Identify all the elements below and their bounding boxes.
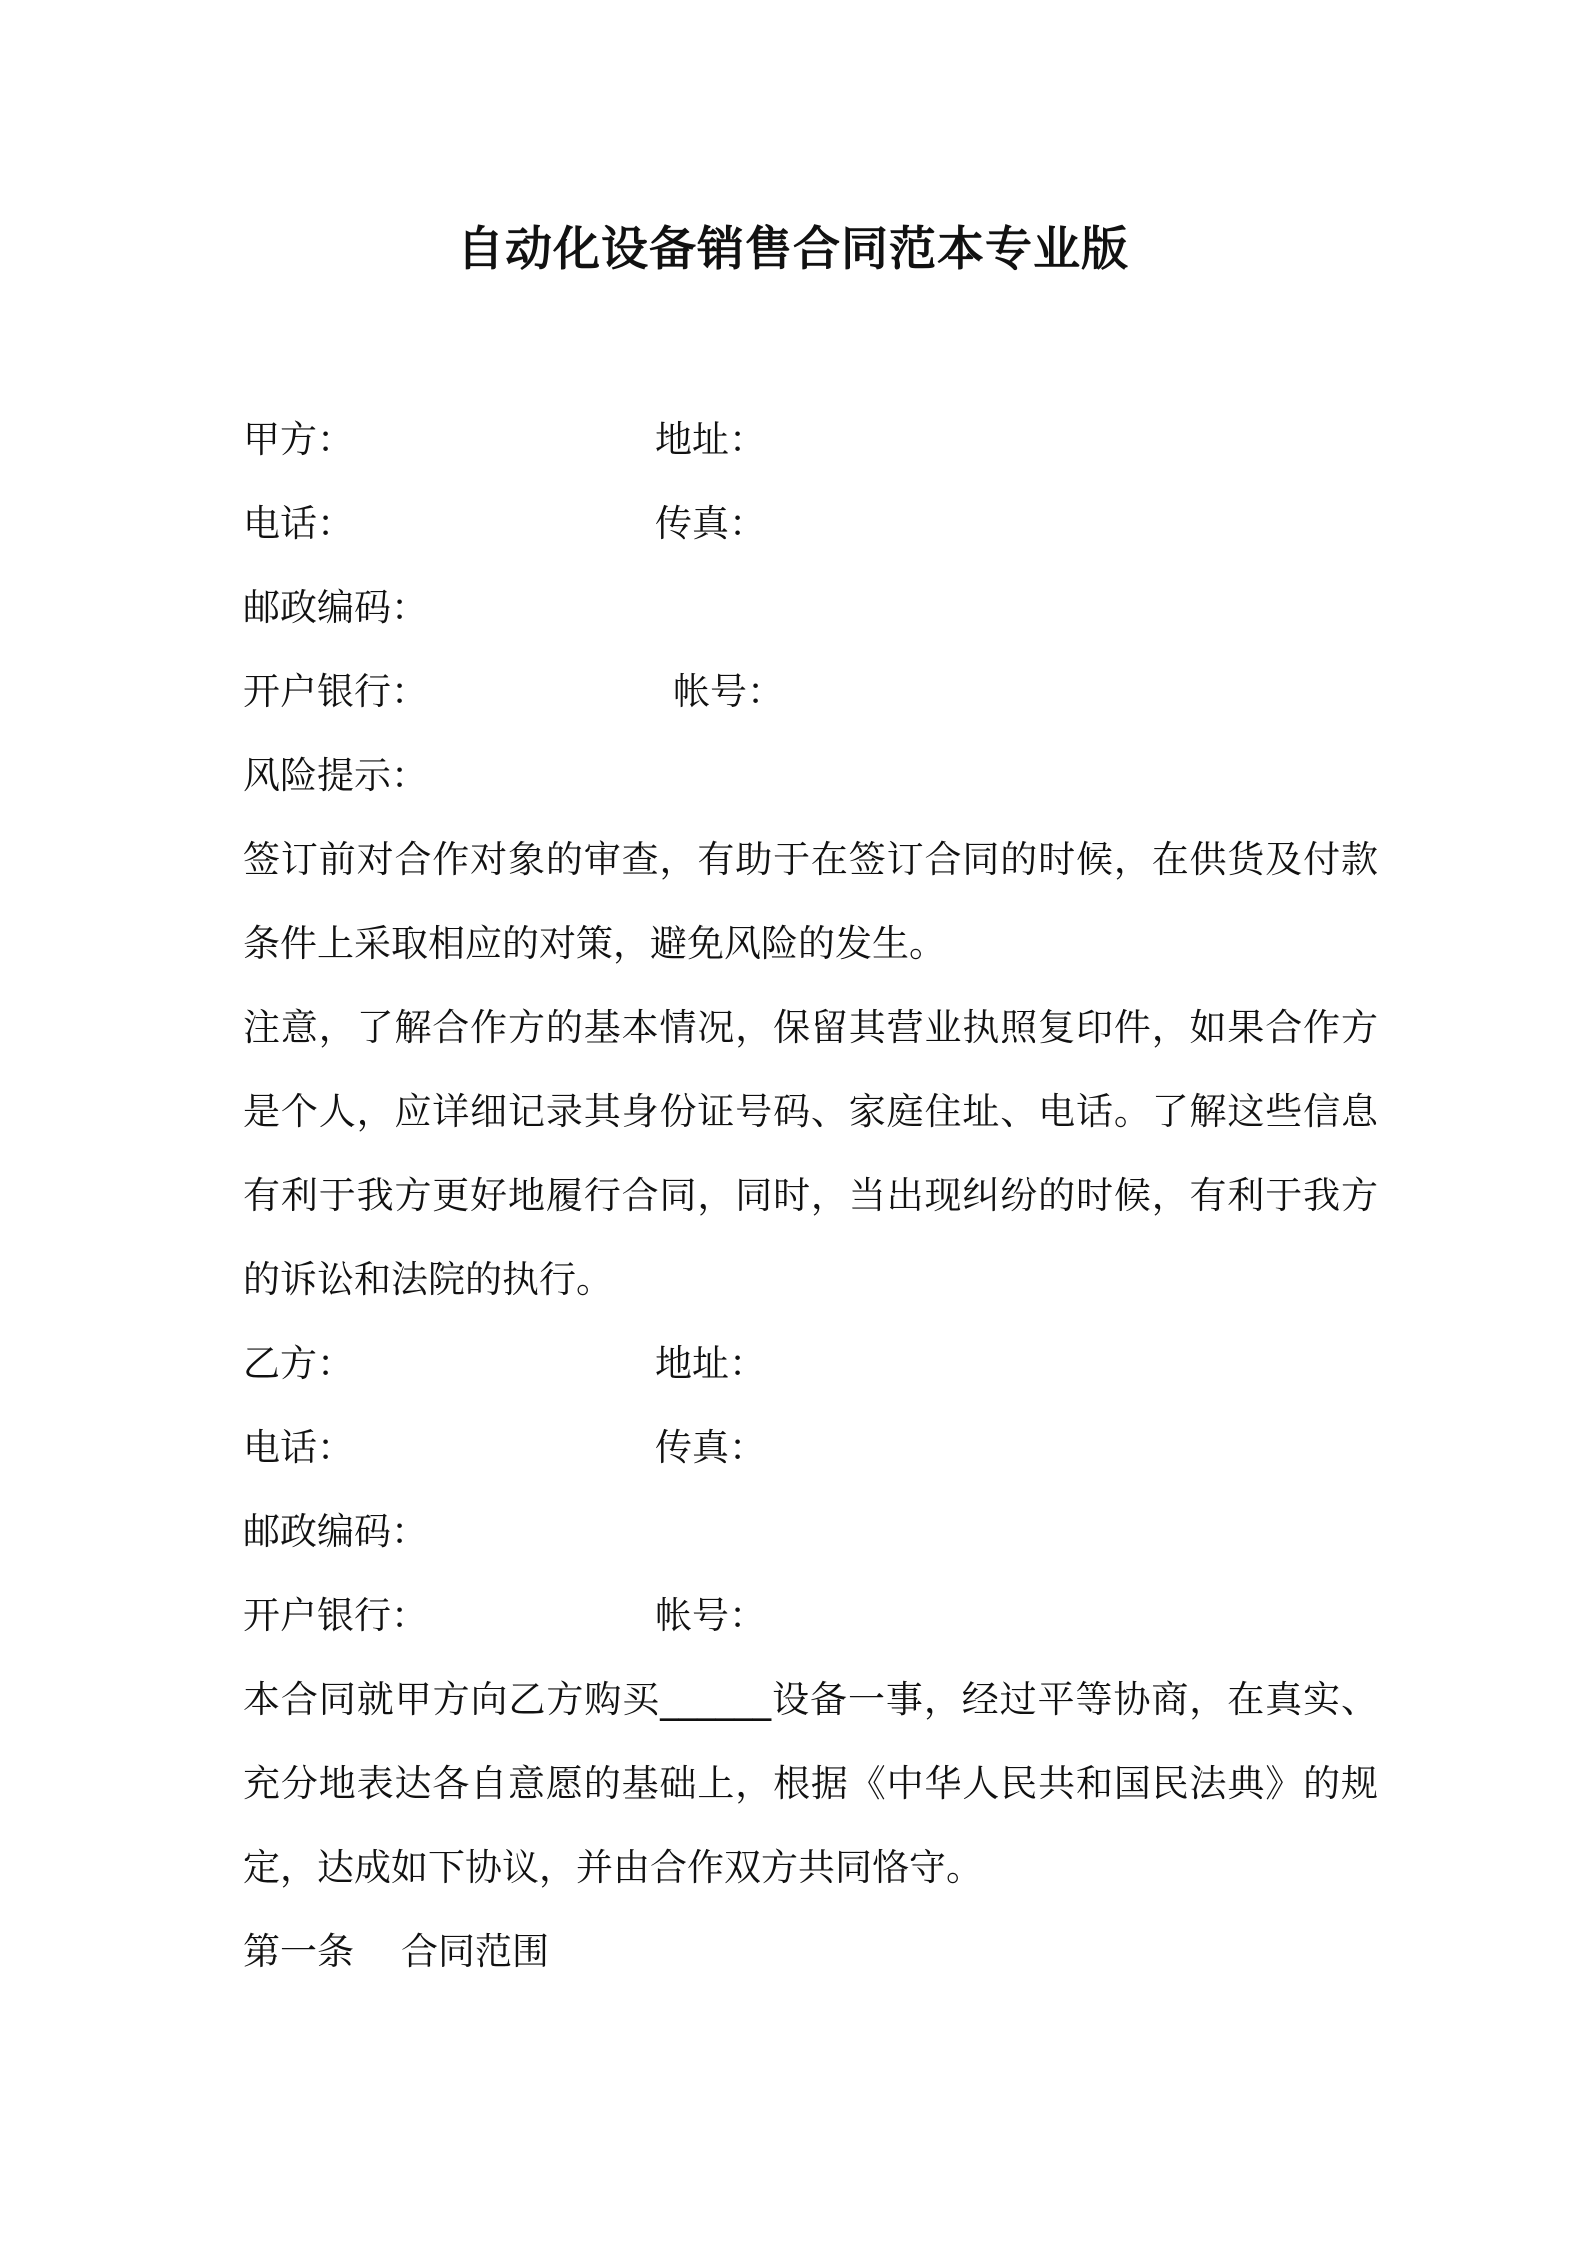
risk-heading-text: 风险提示： [243, 754, 428, 797]
party-a-account-label: 帐号： [673, 670, 784, 713]
document-body [243, 398, 1378, 1994]
party-b-phone-row [243, 1406, 1378, 1490]
party-b-postcode-label: 邮政编码： [243, 1510, 428, 1553]
party-b-label: 乙方： [243, 1342, 354, 1385]
party-a-postcode-row [243, 566, 1378, 650]
party-a-phone-label: 电话： [243, 502, 354, 545]
document-title: 自动化设备销售合同范本专业版 [457, 222, 1129, 277]
party-b-postcode-row [243, 1490, 1378, 1574]
risk-paragraph-1: 签订前对合作对象的审查，有助于在签订合同的时候，在供货及付款条件上采取相应的对策，避免风险的发生。 [243, 838, 1378, 965]
risk-paragraph-2: 注意，了解合作方的基本情况，保留其营业执照复印件，如果合作方是个人，应详细记录其身份证号码、家庭住址、电话。了解这些信息有利于我方更好地履行合同，同时，当出现纠纷的时候，有利于我方的诉讼和法院的执行。 [243, 1006, 1378, 1301]
party-a-phone-row [243, 482, 1378, 566]
party-a-name-row [243, 398, 1378, 482]
article-1-heading: 第一条 合同范围 [243, 1930, 550, 1973]
party-a-bank-label: 开户银行： [243, 670, 428, 713]
party-b-phone-label: 电话： [243, 1426, 354, 1469]
party-b-bank-row [243, 1574, 1378, 1658]
party-a-bank-row [243, 650, 1378, 734]
party-b-address-label: 地址： [655, 1342, 766, 1385]
risk-heading [243, 734, 1378, 818]
party-b-name-row [243, 1322, 1378, 1406]
party-a-label: 甲方： [243, 418, 354, 461]
party-b-bank-label: 开户银行： [243, 1594, 428, 1637]
party-a-address-label: 地址： [655, 418, 766, 461]
contract-intro-paragraph: 本合同就甲方向乙方购买______设备一事，经过平等协商，在真实、充分地表达各自意愿的基础上，根据《中华人民共和国民法典》的规定，达成如下协议，并由合作双方共同恪守。 [243, 1678, 1378, 1889]
party-a-postcode-label: 邮政编码： [243, 586, 428, 629]
party-b-account-label: 帐号： [655, 1594, 766, 1637]
party-b-fax-label: 传真： [655, 1426, 766, 1469]
party-a-fax-label: 传真： [655, 502, 766, 545]
